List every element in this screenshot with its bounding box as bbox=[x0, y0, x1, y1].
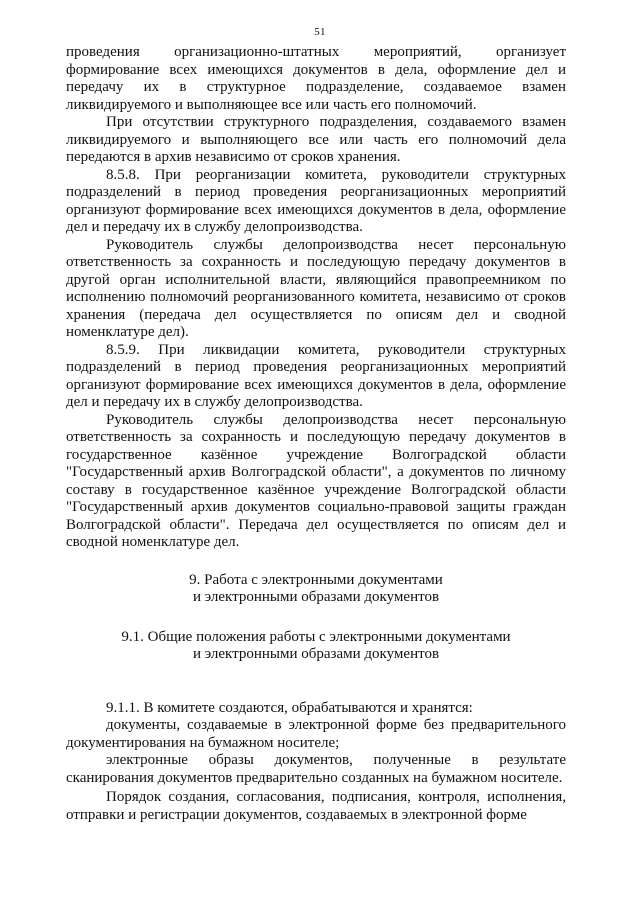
list-item-electronic-documents: документы, создаваемые в электронной форме без предварительного документирования на бумажном носителе; bbox=[66, 717, 566, 751]
page-number: 51 bbox=[314, 26, 326, 38]
subsection-heading-line-1: 9.1. Общие положения работы с электронными документами bbox=[121, 628, 511, 645]
document-body bbox=[66, 44, 566, 824]
paragraph-no-subdivision: При отсутствии структурного подразделения, создаваемого взамен ликвидируемого и выполняющего все или часть его полномочий дела передаются в архив независимо от сроков хранения. bbox=[66, 114, 566, 165]
subsection-heading-line-2: и электронными образами документов bbox=[192, 646, 440, 662]
paragraph-responsibility-liquidation: Руководитель службы делопроизводства несет персональную ответственность за сохранность и последующую передачу документов в государственное казённое учреждение Волгоградской области "Государственный архив Волгоградской области", а документов по личному составу в государственное казённое учреждение Волгоградской области "Государственный архив документов социально-правовой защиты граждан Волгоградской области". Передача дел осуществляется по описям дел и сводной номенклатуре дел. bbox=[66, 411, 566, 550]
subsection-heading-9-1 bbox=[66, 629, 566, 664]
section-heading-line-2: и электронными образами документов bbox=[192, 589, 440, 605]
paragraph-continuation: проведения организационно-штатных мероприятий, организует формирование всех имеющихся документов в дела, оформление дел и передачу их в структурное подразделение, создаваемое взамен ликвидируемого и выполняющее все или часть его полномочий. bbox=[66, 44, 566, 113]
section-heading-9 bbox=[66, 572, 566, 607]
paragraph-8-5-9: 8.5.9. При ликвидации комитета, руководители структурных подразделений в период проведения реорганизационных мероприятий организуют формирование всех имеющихся документов в дела, оформление дел и передачу их в службу делопроизводства. bbox=[66, 341, 566, 410]
paragraph-responsibility-reorganization: Руководитель службы делопроизводства несет персональную ответственность за сохранность и последующую передачу документов в другой орган исполнительной власти, являющийся правопреемником по исполнению полномочий реорганизованного комитета, независимо от сроков хранения (передача дел осуществляется по описям дел и сводной номенклатуре дел). bbox=[66, 236, 566, 340]
section-heading-line-1: 9. Работа с электронными документами bbox=[189, 571, 443, 588]
paragraph-procedure: Порядок создания, согласования, подписания, контроля, исполнения, отправки и регистрации документов, создаваемых в электронной форме bbox=[66, 789, 566, 823]
paragraph-9-1-1: 9.1.1. В комитете создаются, обрабатываются и хранятся: bbox=[106, 699, 473, 716]
paragraph-8-5-8: 8.5.8. При реорганизации комитета, руководители структурных подразделений в период проведения реорганизационных мероприятий организуют формирование всех имеющихся документов в дела, оформление дел и передачу их в службу делопроизводства. bbox=[66, 166, 566, 235]
list-item-electronic-images: электронные образы документов, полученные в результате сканирования документов предварительно созданных на бумажном носителе. bbox=[66, 752, 566, 786]
